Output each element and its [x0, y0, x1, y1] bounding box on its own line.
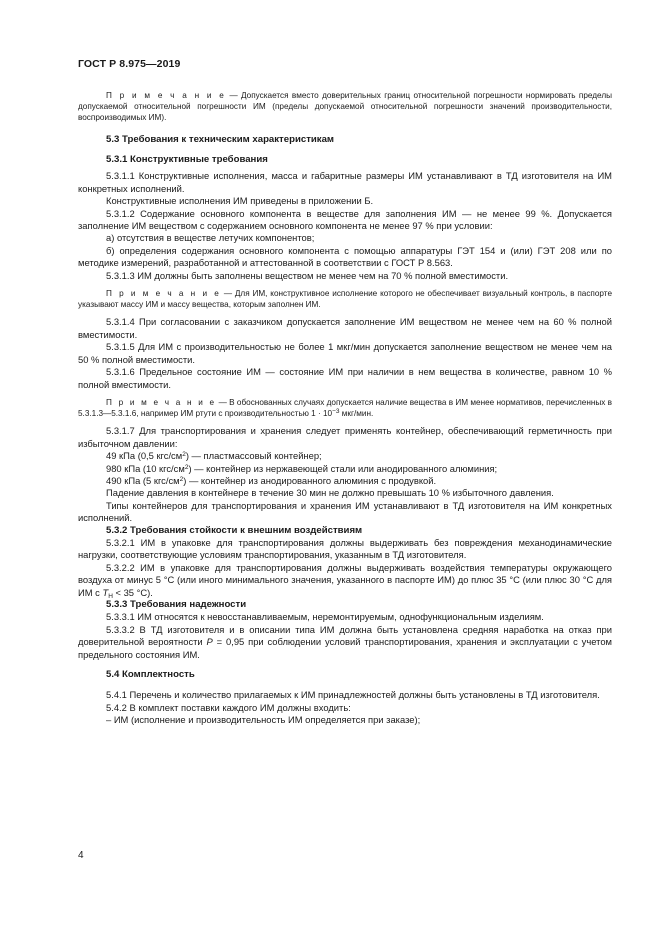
- para-5-4-2: 5.4.2 В комплект поставки каждого ИМ должны входить:: [106, 701, 351, 713]
- note-text: — Допускается вместо доверительных границ относительной погрешности нормировать пределы допускаемой относительной погрешности ИМ (пределы допускаемой относительной погрешности значений производительности, воспроизводимых ИМ).: [78, 91, 612, 123]
- section-5-3-1-heading: 5.3.1 Конструктивные требования: [106, 154, 268, 166]
- para-5-4-1: 5.4.1 Перечень и количество прилагаемых к ИМ принадлежностей должны быть установлены в ТД изготовителя.: [106, 689, 600, 701]
- section-5-3-3-heading: 5.3.3 Требования надежности: [106, 599, 247, 611]
- para-5-3-1-3: 5.3.1.3 ИМ должны быть заполнены веществом не менее чем на 70 % полной вместимости.: [106, 269, 509, 281]
- para-5-3-3-2: 5.3.3.2 В ТД изготовителя и в описании типа ИМ должна быть установлена средняя наработка на отказ при доверительной вероятности P = 0,95 при соблюдении условий транспортирования, хранения и эксплуатации с учетом предельного состояния ИМ.: [78, 623, 612, 660]
- note-label: П р и м е ч а н и е: [106, 289, 222, 299]
- page-number: 4: [78, 850, 84, 861]
- note-2: [78, 288, 612, 310]
- para-5-3-1-7: 5.3.1.7 Для транспортирования и хранения следует применять контейнер, обеспечивающий герметичность при избыточном давлении:: [78, 425, 612, 449]
- list-item-1: – ИМ (исполнение и производительность ИМ определяется при заказе);: [106, 714, 421, 726]
- para-5-3-2-2: 5.3.2.2 ИМ в упаковке для транспортирования должны выдерживать воздействия температуры окружающего воздуха от минус 5 °С (или иного минимального значения, указанного в паспорте ИМ) до плюс 35 °С (или плюс 30 °С для ИМ с $T_Н < 35$ °С).: [78, 561, 612, 600]
- document-header: ГОСТ Р 8.975—2019: [78, 58, 181, 70]
- pressure-item-2: 980 кПа (10 кгс/$см^2$) — контейнер из нержавеющей стали или анодированного алюминия;: [106, 462, 498, 474]
- para-5-3-2-1: 5.3.2.1 ИМ в упаковке для транспортирования должны выдерживать без повреждения механодинамические нагрузки, соответствующие условиям транспортирования, указанным в ТД изготовителя.: [78, 536, 612, 561]
- note-text: — В обоснованных случаях допускается наличие вещества в ИМ менее нормативов, перечисленных в 5.3.1.3—5.3.1.6, например ИМ ртути с производительностью 1 · 10: [78, 397, 613, 419]
- note-top: [78, 90, 612, 124]
- para-container-types: Типы контейнеров для транспортирования и хранения ИМ устанавливают в ТД изготовителя на ИМ конкретных исполнений.: [78, 499, 612, 524]
- para-5-3-1-5: 5.3.1.5 Для ИМ с производительностью не более 1 мкг/мин допускается заполнение веществом не менее чем на 50 % полной вместимости.: [78, 341, 612, 365]
- para-5-3-1-2: 5.3.1.2 Содержание основного компонента в веществе для заполнения ИМ — не менее 99 %. Допускается заполнение ИМ веществом с содержанием основного компонента не менее 97 % при условии:: [78, 207, 612, 232]
- note-text: — Для ИМ, конструктивное исполнение которого не обеспечивает визуальный контроль, в паспорте указывают массу ИМ и массу вещества, которым заполнен ИМ.: [78, 289, 612, 310]
- para-5-3-1-6: 5.3.1.6 Предельное состояние ИМ — состояние ИМ при наличии в нем вещества в количестве, равном 10 % полной вместимости.: [78, 366, 612, 390]
- pressure-item-1: 49 кПа (0,5 кгс/$см^2$) — пластмассовый контейнер;: [106, 450, 322, 462]
- pressure-item-3: 490 кПа (5 кгс/$см^2$) — контейнер из анодированного алюминия с продувкой.: [106, 474, 437, 486]
- note-text-end: мкг/мин.: [339, 409, 374, 419]
- para-constructive: Конструктивные исполнения ИМ приведены в приложении Б.: [106, 195, 374, 207]
- para-pressure-drop: Падение давления в контейнере в течение 30 мин не должно превышать 10 % избыточного давления.: [106, 487, 554, 499]
- note-label: П р и м е ч а н и е: [106, 91, 227, 100]
- section-5-3-2-heading: 5.3.2 Требования стойкости к внешним воздействиям: [106, 524, 363, 536]
- list-item-b: б) определения содержания основного компонента с помощью аппаратуры ГЭТ 154 и (или) ГЭТ 208 или по методике измерений, разработанной и аттестованной в соответствии с ГОСТ Р 8.563.: [78, 244, 612, 269]
- note-label: П р и м е ч а н и е: [106, 397, 217, 407]
- document-body: [78, 90, 612, 727]
- para-5-3-1-1: 5.3.1.1 Конструктивные исполнения, масса и габаритные размеры ИМ устанавливают в ТД изготовителя на ИМ конкретных исполнений.: [78, 170, 612, 194]
- section-5-4-heading: 5.4 Комплектность: [106, 669, 195, 681]
- list-item-a: а) отсутствия в веществе летучих компонентов;: [106, 232, 315, 244]
- note-3: [78, 397, 612, 419]
- para-5-3-1-4: 5.3.1.4 При согласовании с заказчиком допускается заполнение ИМ веществом не менее чем на 60 % полной вместимости.: [78, 316, 612, 340]
- exponent: −3: [332, 408, 340, 416]
- section-5-3-heading: 5.3 Требования к техническим характеристикам: [106, 133, 335, 145]
- para-5-3-3-1: 5.3.3.1 ИМ относятся к невосстанавливаемым, неремонтируемым, однофункциональным изделиям.: [106, 611, 544, 623]
